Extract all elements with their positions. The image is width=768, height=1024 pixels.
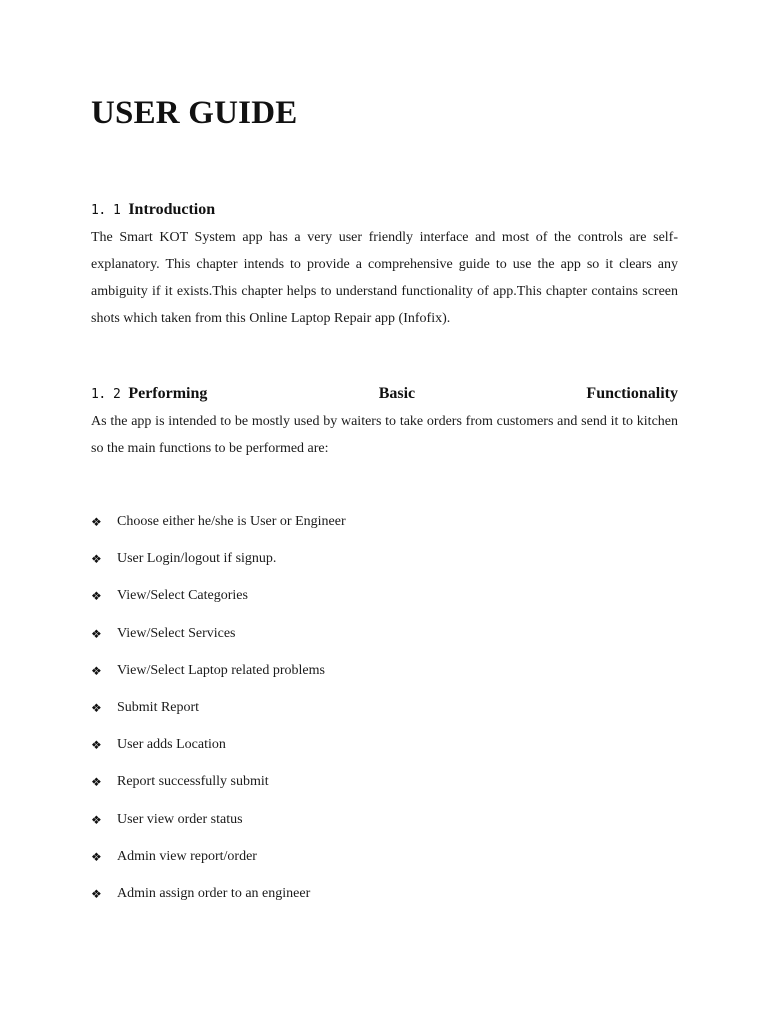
section-number: 1. 2 (91, 387, 121, 402)
section-title: Introduction (128, 201, 216, 218)
diamond-bullet-icon: ❖ (91, 886, 102, 901)
list-item (91, 583, 346, 620)
list-item (91, 881, 346, 918)
functions-list (91, 509, 346, 918)
list-item-text: User view order status (117, 811, 243, 827)
list-item-text: View/Select Categories (117, 588, 248, 604)
list-item-text: Admin view report/order (117, 848, 257, 864)
document-title: USER GUIDE (91, 95, 298, 131)
diamond-bullet-icon: ❖ (91, 663, 102, 678)
diamond-bullet-icon: ❖ (91, 515, 102, 529)
list-item (91, 769, 346, 806)
diamond-bullet-icon: ❖ (91, 775, 102, 790)
list-item-text: View/Select Services (117, 625, 236, 641)
diamond-bullet-icon: ❖ (91, 849, 102, 864)
list-item-text: View/Select Laptop related problems (117, 662, 325, 678)
list-item (91, 732, 346, 769)
introduction-paragraph: The Smart KOT System app has a very user friendly interface and most of the controls are self-explanatory. This chapter intends to provide a comprehensive guide to use the app so it clears any ambiguity if it exists.This chapter helps to understand functionality of app.This chapter contains screen shots which taken from this Online Laptop Repair app (Infofix). (91, 230, 678, 326)
list-item (91, 546, 346, 583)
list-item-text: Admin assign order to an engineer (117, 885, 311, 901)
list-item-text: Choose either he/she is User or Engineer (117, 514, 346, 529)
diamond-bullet-icon: ❖ (91, 738, 102, 753)
basic-functionality-paragraph: As the app is intended to be mostly used by waiters to take orders from customers and send it to kitchen so the main functions to be performed are: (91, 414, 678, 456)
list-item (91, 621, 346, 658)
list-item (91, 509, 346, 546)
section-heading-basic-functionality (91, 382, 678, 407)
list-item-text: Submit Report (117, 699, 200, 715)
diamond-bullet-icon: ❖ (91, 700, 102, 715)
list-item (91, 844, 346, 881)
diamond-bullet-icon: ❖ (91, 626, 102, 641)
list-item-text: Report successfully submit (117, 774, 269, 790)
section-heading-introduction (91, 198, 678, 223)
section-number: 1. 1 (91, 203, 121, 218)
section-title: Performing Basic Functionality (128, 385, 678, 402)
list-item (91, 695, 346, 732)
list-item-text: User Login/logout if signup. (117, 551, 277, 567)
list-item (91, 658, 346, 695)
diamond-bullet-icon: ❖ (91, 589, 102, 604)
list-item-text: User adds Location (117, 737, 226, 753)
diamond-bullet-icon: ❖ (91, 552, 102, 567)
diamond-bullet-icon: ❖ (91, 812, 102, 827)
list-item (91, 807, 346, 844)
